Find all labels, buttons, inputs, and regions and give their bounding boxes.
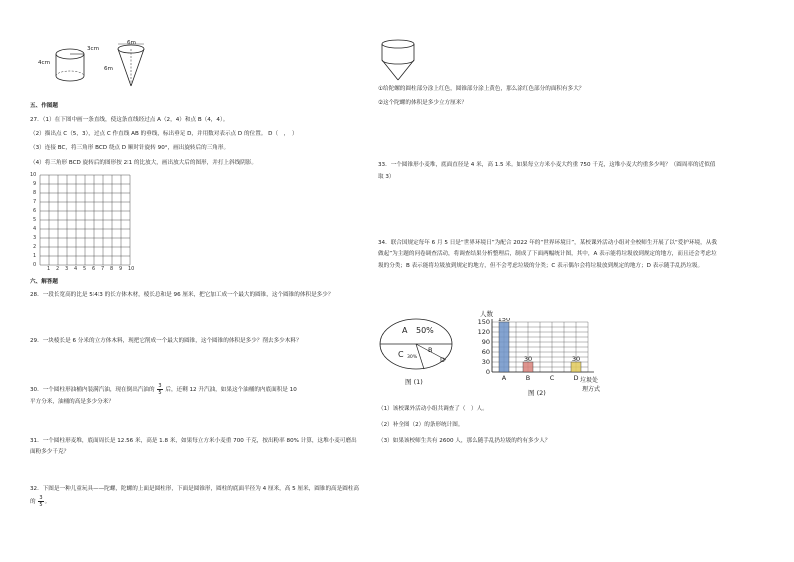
bar-x-axis-label-2: 理方式 <box>582 386 601 393</box>
bar-x-tick: A <box>501 374 507 382</box>
grid-x-tick: 2 <box>56 266 60 272</box>
grid-y-tick: 0 <box>33 262 37 268</box>
pie-label-b: B <box>428 346 433 354</box>
grid-x-tick: 1 <box>47 266 51 272</box>
cone-height-label: 6m <box>104 66 114 72</box>
grid-y-tick: 7 <box>33 199 37 205</box>
grid-y-tick: 10 <box>30 172 37 178</box>
q31-text: 31．一个圆柱形麦堆，底面周长是 12.56 米，高是 1.8 米，如果每立方米小麦重 700 千克，按出粉率 80% 计算，这堆小麦可磨出面粉多少千克？ <box>30 438 357 455</box>
spinning-top-figure <box>378 38 418 84</box>
q30-line2: 平方分米，油桶的高是多少分米？ <box>30 399 114 405</box>
pie-chart <box>378 310 458 386</box>
bar-y-tick: 90 <box>481 338 490 346</box>
q32-frac-num: 3 <box>39 494 43 501</box>
bar-y-tick: 150 <box>477 318 490 326</box>
grid-x-tick: 9 <box>119 266 123 272</box>
bar-caption: 图 (2) <box>528 389 546 397</box>
q30-frac-num: 3 <box>158 383 162 389</box>
bar-y-label: 人数 <box>480 310 493 318</box>
q34-text: 34．联合国规定每年 6 月 5 日是“世界环境日”为配合 2022 年的“世界环境日”，某校课外活动小组对全校师生开展了以“爱护环境，从我做起”为主题的问卷调查活动，将调查结果分析整理后，制成了下面两幅统计图，其中，A 表示能将垃圾放到规定的地方，而且还会考虑垃圾的分类；B 表示能将垃圾放到规定的地方，但不会考虑垃圾的分类；C 表示偶尔会将垃圾放到规定的地方；D 表示随手乱扔垃圾。 <box>378 240 717 269</box>
grid-y-tick: 4 <box>33 226 37 232</box>
section5-title: 五、作图题 <box>30 103 58 109</box>
bar-y-tick: 60 <box>481 348 490 356</box>
cone-diameter-label: 6m <box>127 40 137 46</box>
grid-y-tick: 3 <box>33 235 37 241</box>
grid-x-tick: 10 <box>128 266 135 272</box>
q32-part2: ②这个陀螺的体积是多少立方厘米？ <box>378 100 467 106</box>
bar-value-label: 150 <box>497 318 511 323</box>
bar-A <box>499 322 509 372</box>
q30-text <box>30 383 360 406</box>
q32-end: 。 <box>44 498 51 505</box>
cyl-height-label: 4cm <box>38 60 51 66</box>
q30-fraction <box>157 383 162 396</box>
grid-x-tick: 6 <box>92 266 96 272</box>
q34-part3: （3）如果该校师生共有 2600 人，那么随手乱扔垃圾的约有多少人？ <box>378 438 551 444</box>
pie-label-a: A <box>402 326 408 335</box>
q27-part2: （2）描出点 C（5，3），过点 C 作直线 AB 的垂线，标出垂足 D，并用数对表示点 D 的位置。 D（ ， ） <box>30 131 298 137</box>
q30-post: 后，还剩 12 升汽油，如果这个油桶的内底面积是 10 <box>165 387 297 393</box>
grid-y-tick: 5 <box>33 217 37 223</box>
grid-y-tick: 1 <box>33 253 37 259</box>
coordinate-grid <box>30 173 140 275</box>
q34-part1: （1）该校课外活动小组共调查了（ ）人。 <box>378 406 488 412</box>
pie-pct-a: 50% <box>416 326 434 335</box>
pie-caption: 图 (1) <box>405 378 423 386</box>
q30-pre: 30．一个圆柱形油桶内装满汽油，现在倒出汽油的 <box>30 387 155 393</box>
pie-pct-c: 30% <box>407 355 418 360</box>
q33-text: 33．一个圆锥形小麦堆，底面直径是 4 米，高 1.5 米。如果每立方米小麦大约重 750 千克，这堆小麦大约重多少吨？（圆周率的近似值取 3） <box>378 162 716 180</box>
bar-x-tick: D <box>573 374 579 382</box>
grid-y-tick: 2 <box>33 244 37 250</box>
bar-y-tick: 120 <box>477 328 490 336</box>
q32-part1: ①给陀螺的圆柱部分涂上红色，圆锥部分涂上黄色，那么涂红色部分的面积有多大？ <box>378 86 585 92</box>
q30-frac-den: 5 <box>158 390 162 396</box>
grid-y-tick: 6 <box>33 208 37 214</box>
grid-x-tick: 8 <box>110 266 114 272</box>
bar-x-tick: C <box>549 374 555 382</box>
pie-label-c: C <box>398 350 404 359</box>
bar-D <box>571 362 581 372</box>
bar-value-label: 30 <box>523 355 533 363</box>
bar-x-tick: B <box>525 374 531 382</box>
bar-y-tick: 30 <box>481 358 490 366</box>
section6-title: 六、解答题 <box>30 279 58 285</box>
bar-B <box>523 362 533 372</box>
q27-part4: （4）将三角形 BCD 旋转后的图形按 2∶1 的比放大，画出放大后的图形，并打上斜线阴影。 <box>30 160 257 166</box>
grid-x-tick: 5 <box>83 266 87 272</box>
q32-fraction <box>38 495 43 508</box>
bar-value-label: 30 <box>571 355 581 363</box>
q34-part2: （2）补全图（2）的条形统计图。 <box>378 422 464 428</box>
bar-y-tick: 0 <box>485 368 490 376</box>
bar-x-axis-label-1: 垃圾处 <box>580 377 599 384</box>
grid-x-tick: 3 <box>65 266 69 272</box>
grid-x-tick: 7 <box>101 266 105 272</box>
q32-frac-den: 5 <box>39 501 43 508</box>
q27-stem: 27．（1）在下图中画一条直线，使这条直线经过点 A（2，4）和点 B（4，4）。 <box>30 117 229 123</box>
pie-label-d: D <box>440 356 446 364</box>
q27-part3: （3）连接 BC，将三角形 BCD 绕点 D 顺时针旋转 90°，画出旋转后的三角形。 <box>30 145 230 151</box>
grid-y-tick: 8 <box>33 190 37 196</box>
q29-text: 29．一块棱长是 6 分米的立方体木料，现把它削成一个最大的圆锥，这个圆锥的体积是多少？削去多少木料？ <box>30 338 302 344</box>
q32-text <box>30 484 360 508</box>
grid-x-tick: 4 <box>74 266 78 272</box>
cyl-radius-label: 3cm <box>87 46 100 52</box>
q32-body: 32．下图是一种儿童玩具——陀螺，陀螺的上面是圆柱形，下面是圆锥形，圆柱的底面半径为 4 厘米，高 5 厘米，圆锥的高是圆柱高的 <box>30 486 360 505</box>
grid-y-tick: 9 <box>33 181 37 187</box>
q28-text: 28．一段长宽高的比是 5∶4∶3 的长方体木材，棱长总和是 96 厘米，把它加工成一个最大的圆锥，这个圆锥的体积是多少？ <box>30 292 334 298</box>
